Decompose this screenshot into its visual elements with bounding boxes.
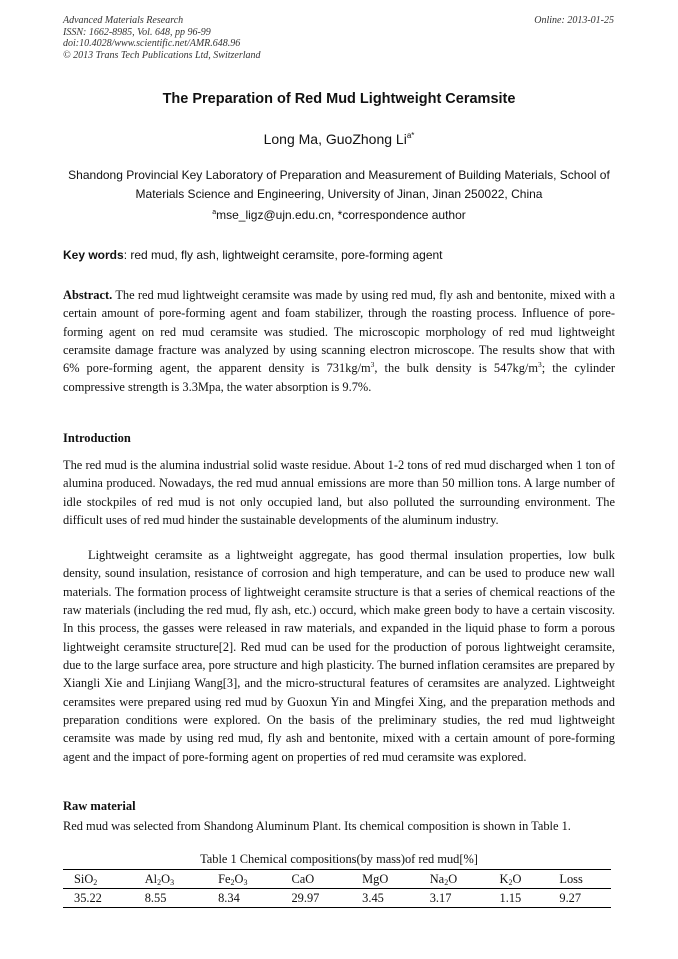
affiliation: Shandong Provincial Key Laboratory of Preparation and Measurement of Building Materials, School of Materials Science and Engineering, University of Jinan, Jinan 250022, China [68, 168, 610, 201]
table-header-al2o3: $Al_2O_3$ [144, 871, 175, 887]
author-marker: a* [406, 131, 415, 140]
journal-name: Advanced Materials Research [63, 15, 184, 26]
abstract-text-1: The red mud lightweight ceramsite was made by using red mud, fly ash and bentonite, mixed with a certain amount of pore-forming agent and foam stabilizer, through the roasting process. Influence of pore-forming agent on red mud ceramsite was studied. The microscopic morphology of red mud lightweight ceramsite damage fracture was analyzed by using scanning electron microscope. The results show that with 6% pore-forming agent, the apparent density is 731kg/m [63, 288, 615, 376]
table-cell: 3.45 [362, 890, 384, 905]
abstract-text-2: , the bulk density is 547kg/m [374, 361, 538, 376]
table-header-loss: Loss [559, 871, 583, 886]
email-text: mse_ligz@ujn.edu.cn, *correspondence author [216, 208, 466, 222]
abstract [63, 286, 615, 396]
table-header-row [63, 870, 611, 889]
table-cell: 8.55 [144, 890, 167, 905]
raw-material-heading: Raw material [63, 799, 136, 813]
table-caption: Table 1 Chemical compositions(by mass)of red mud[%] [200, 852, 478, 866]
issn-line: ISSN: 1662-8985, Vol. 648, pp 96-99 [63, 26, 211, 38]
introduction-paragraph-2: Lightweight ceramsite as a lightweight aggregate, has good thermal insulation properties, low bulk density, sound insulation, resistance of corrosion and high temperature, and can be used to produce new wall materials. The formation process of lightweight ceramsite structure is that a series of chemical reactions of the raw materials (including the red mud, fly ash, etc.) occurd, which make green body to have a certain viscosity. In this process, the gasses were released in raw materials, and expanded in the liquid phase to form a porous lightweight ceramsite structure[2]. Red mud can be used for the production of porous lightweight ceramsite, due to the large surface area, pore structure and high plasticity. The burned inflation ceramsites are prepared by Xiangli Xie and Linjiang Wang[3], and the micro-structural features of ceramsites are analyzed. Lightweight ceramsites were prepared using red mud by Guoxun Yin and Mingfei Xing, and the preparation methods and preparation conditions were explored. On the basis of the preliminary studies, the red mud lightweight ceramsite was made by using red mud, fly ash and bentonite, mixed with a certain amount of pore-forming agent and the impact of pore-forming agent on properties of red mud ceramsite was explored. [63, 548, 615, 764]
keywords [63, 248, 615, 262]
table-row [63, 889, 611, 908]
abstract-sup-2: 3 [537, 360, 542, 370]
table-header-cao: CaO [291, 871, 315, 886]
journal-header [63, 15, 261, 61]
composition-table [63, 869, 611, 908]
introduction-heading: Introduction [63, 431, 131, 445]
table-header-k2o: $K_2O$ [499, 871, 522, 887]
table-cell: 9.27 [559, 890, 582, 905]
abstract-sup-1: 3 [370, 360, 375, 370]
paper-title: The Preparation of Red Mud Lightweight Ceramsite [162, 91, 516, 107]
table-cell: 29.97 [291, 890, 320, 905]
table-cell: 3.17 [429, 890, 452, 905]
author-line [0, 131, 678, 147]
table-cell: 35.22 [74, 890, 102, 905]
copyright-line: © 2013 Trans Tech Publications Ltd, Switzerland [63, 49, 261, 61]
abstract-text-3: ; the cylinder compressive strength is 3.3Mpa, the water absorption is 9.7%. [63, 361, 615, 394]
email-marker: a [212, 209, 217, 216]
doi-line: doi:10.4028/www.scientific.net/AMR.648.96 [63, 38, 241, 49]
author-names: Long Ma, GuoZhong Li [263, 131, 407, 147]
table-cell: 1.15 [499, 890, 522, 905]
table-cell: 8.34 [218, 890, 240, 905]
table-header-mgo: MgO [362, 871, 389, 886]
abstract-label: Abstract. [63, 288, 113, 302]
online-date: Online: 2013-01-25 [534, 15, 614, 26]
table-header-sio2: SiO$_2$ [74, 871, 98, 887]
email-line [0, 208, 678, 222]
introduction-paragraph-1: The red mud is the alumina industrial solid waste residue. About 1-2 tons of red mud discharged when 1 ton of alumina produced. Nowadays, the red mud annual emissions are more than 50 million tons. A large number of idle stockpiles of red mud is not only occupied land, but also polluted the surrounding environment. The difficult uses of red mud hinder the sustainable developments of the aluminum industry. [63, 458, 615, 528]
keywords-label: Key words [63, 248, 124, 262]
table-header-na2o: $Na_2O$ [429, 871, 458, 887]
raw-material-paragraph: Red mud was selected from Shandong Aluminum Plant. Its chemical composition is shown in Table 1. [63, 819, 571, 833]
table-header-fe2o3: $Fe_2O_3$ [218, 871, 248, 887]
keywords-text: : red mud, fly ash, lightweight ceramsite, pore-forming agent [123, 248, 443, 262]
